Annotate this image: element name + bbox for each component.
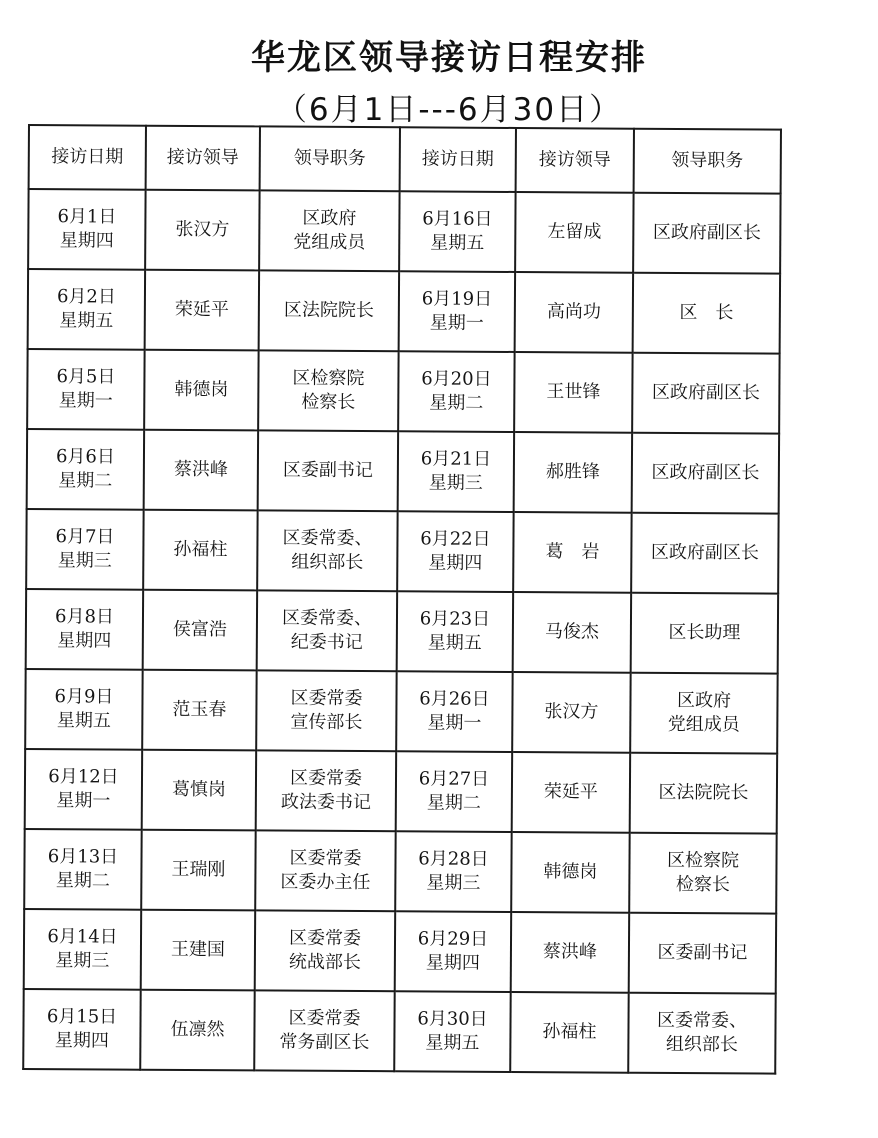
visit-leader-cell: 蔡洪峰 bbox=[144, 430, 258, 511]
table-row bbox=[25, 669, 777, 754]
leader-position-cell: 区 长 bbox=[633, 273, 780, 354]
leader-position-cell: 区委常委 统战部长 bbox=[255, 910, 395, 991]
leader-position-cell: 区长助理 bbox=[631, 593, 778, 674]
visit-leader-cell: 高尚功 bbox=[515, 272, 633, 353]
leader-position-cell: 区法院院长 bbox=[259, 270, 399, 351]
visit-leader-cell: 葛 岩 bbox=[513, 512, 631, 593]
visit-leader-cell: 韩德岗 bbox=[511, 832, 629, 913]
table-row bbox=[24, 829, 776, 914]
leader-position-cell: 区委常委 宣传部长 bbox=[256, 670, 396, 751]
leader-position-cell: 区委副书记 bbox=[258, 430, 398, 511]
visit-date-cell: 6月30日 星期五 bbox=[394, 991, 510, 1072]
visit-date-cell: 6月13日 星期二 bbox=[24, 829, 141, 910]
leader-position-cell: 区委常委 区委办主任 bbox=[255, 830, 395, 911]
header-leader-position-2: 领导职务 bbox=[634, 129, 781, 194]
visit-date-cell: 6月27日 星期二 bbox=[396, 751, 512, 832]
leader-position-cell: 区委常委 政法委书记 bbox=[256, 750, 396, 831]
table-header-row bbox=[29, 125, 781, 194]
header-leader-position: 领导职务 bbox=[260, 126, 400, 191]
leader-position-cell: 区政府 党组成员 bbox=[259, 190, 399, 271]
leader-position-cell: 区委副书记 bbox=[629, 913, 776, 994]
visit-date-cell: 6月14日 星期三 bbox=[24, 909, 141, 990]
visit-leader-cell: 张汉方 bbox=[512, 672, 630, 753]
visit-leader-cell: 郝胜锋 bbox=[514, 432, 632, 513]
header-visit-leader-2: 接访领导 bbox=[516, 128, 634, 193]
leader-position-cell: 区委常委 常务副区长 bbox=[254, 990, 394, 1071]
schedule-sheet bbox=[22, 124, 780, 1075]
visit-leader-cell: 韩德岗 bbox=[144, 350, 258, 431]
visit-date-cell: 6月9日 星期五 bbox=[25, 669, 142, 750]
leader-position-cell: 区政府副区长 bbox=[632, 353, 779, 434]
leader-position-cell: 区法院院长 bbox=[630, 753, 777, 834]
table-row bbox=[25, 749, 777, 834]
table-row bbox=[24, 909, 776, 994]
table-row bbox=[28, 189, 780, 274]
visit-leader-cell: 张汉方 bbox=[145, 190, 259, 271]
leader-position-cell: 区政府副区长 bbox=[633, 193, 780, 274]
header-visit-date: 接访日期 bbox=[29, 125, 146, 190]
table-row bbox=[26, 509, 778, 594]
leader-position-cell: 区政府副区长 bbox=[631, 513, 778, 594]
visit-leader-cell: 葛慎岗 bbox=[142, 750, 256, 831]
visit-date-cell: 6月15日 星期四 bbox=[23, 989, 140, 1070]
visit-date-cell: 6月21日 星期三 bbox=[398, 431, 514, 512]
visit-date-cell: 6月29日 星期四 bbox=[395, 911, 511, 992]
visit-leader-cell: 王建国 bbox=[141, 910, 255, 991]
visit-date-cell: 6月26日 星期一 bbox=[396, 671, 512, 752]
page-title: 华龙区领导接访日程安排 bbox=[251, 38, 647, 78]
visit-date-cell: 6月12日 星期一 bbox=[25, 749, 142, 830]
visit-leader-cell: 孙福柱 bbox=[510, 992, 628, 1073]
visit-date-cell: 6月1日 星期四 bbox=[28, 189, 145, 270]
visit-leader-cell: 左留成 bbox=[515, 192, 633, 273]
leader-position-cell: 区检察院 检察长 bbox=[629, 833, 776, 914]
schedule-table bbox=[22, 124, 782, 1075]
header-visit-date-2: 接访日期 bbox=[400, 127, 516, 192]
table-row bbox=[27, 349, 779, 434]
visit-leader-cell: 孙福柱 bbox=[143, 510, 257, 591]
visit-leader-cell: 伍凛然 bbox=[140, 990, 254, 1071]
leader-position-cell: 区政府 党组成员 bbox=[630, 673, 777, 754]
visit-date-cell: 6月7日 星期三 bbox=[26, 509, 143, 590]
visit-date-cell: 6月19日 星期一 bbox=[399, 271, 515, 352]
leader-position-cell: 区政府副区长 bbox=[632, 433, 779, 514]
visit-date-cell: 6月23日 星期五 bbox=[397, 591, 513, 672]
visit-date-cell: 6月22日 星期四 bbox=[397, 511, 513, 592]
visit-date-cell: 6月8日 星期四 bbox=[26, 589, 143, 670]
table-row bbox=[28, 269, 780, 354]
visit-date-cell: 6月5日 星期一 bbox=[27, 349, 144, 430]
visit-date-cell: 6月20日 星期二 bbox=[398, 351, 514, 432]
visit-leader-cell: 荣延平 bbox=[145, 270, 259, 351]
visit-date-cell: 6月2日 星期五 bbox=[28, 269, 145, 350]
visit-date-cell: 6月28日 星期三 bbox=[395, 831, 511, 912]
table-body bbox=[23, 189, 780, 1074]
table-row bbox=[23, 989, 775, 1074]
page-subtitle: （6月1日---6月30日） bbox=[275, 92, 623, 128]
table-row bbox=[26, 589, 778, 674]
visit-leader-cell: 侯富浩 bbox=[143, 590, 257, 671]
leader-position-cell: 区委常委、 纪委书记 bbox=[257, 590, 397, 671]
visit-leader-cell: 范玉春 bbox=[142, 670, 256, 751]
header-visit-leader: 接访领导 bbox=[146, 126, 260, 191]
visit-leader-cell: 马俊杰 bbox=[513, 592, 631, 673]
leader-position-cell: 区委常委、 组织部长 bbox=[257, 510, 397, 591]
leader-position-cell: 区委常委、 组织部长 bbox=[628, 993, 775, 1074]
visit-date-cell: 6月6日 星期二 bbox=[27, 429, 144, 510]
visit-leader-cell: 王瑞刚 bbox=[141, 830, 255, 911]
table-row bbox=[27, 429, 779, 514]
visit-leader-cell: 王世锋 bbox=[514, 352, 632, 433]
visit-leader-cell: 蔡洪峰 bbox=[511, 912, 629, 993]
visit-date-cell: 6月16日 星期五 bbox=[399, 191, 515, 272]
leader-position-cell: 区检察院 检察长 bbox=[258, 350, 398, 431]
visit-leader-cell: 荣延平 bbox=[512, 752, 630, 833]
